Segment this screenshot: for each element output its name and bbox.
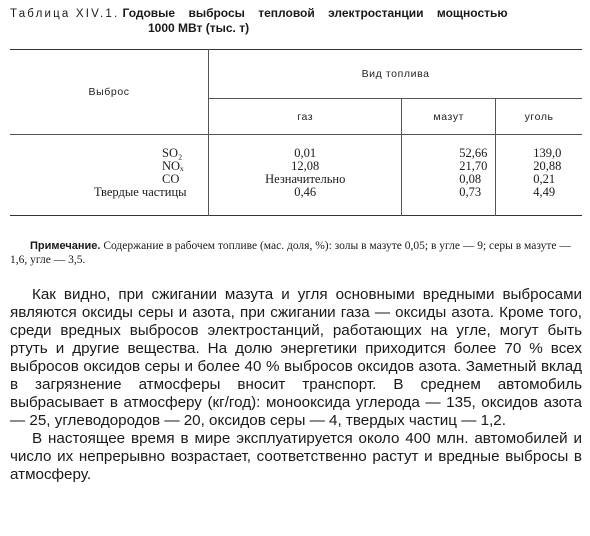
mazut-co: 0,08 [459, 172, 482, 186]
header-mazut: мазут [402, 99, 496, 135]
header-gas: газ [209, 99, 402, 135]
body-text [10, 286, 582, 484]
mazut-so2: 52,66 [459, 146, 488, 160]
emission-nox: NOₓ [162, 159, 184, 173]
mazut-values [402, 135, 496, 216]
gas-values [209, 135, 402, 216]
coal-so2: 139,0 [533, 146, 562, 160]
coal-particles: 4,49 [533, 185, 556, 199]
note-text: Содержание в рабочем топливе (мас. доля, %): золы в мазуте 0,05; в угле — 9; серы в мазуте — 1,6, угле — 3,5. [10, 240, 571, 266]
paragraph-1: Как видно, при сжигании мазута и угля основными вредными выбросами являются оксиды серы и азота, при сжигании газа — оксиды азота. Кроме того, среди вредных выбросов электростанций, работающих на угле, могут быть ртуть и другие вещества. На долю энергетики приходится более 70 % всех выбросов оксидов серы и более 40 % выбросов оксидов азота. Заметный вклад в загрязнение атмосферы вносит транспорт. В среднем автомобиль выбрасывает в атмосферу (кг/год): монооксида углерода — 135, оксидов азота — 25, углеводородов — 20, оксидов серы — 4, твердых частиц — 1,2. [10, 286, 582, 429]
emissions-table [10, 49, 582, 216]
header-fuel-type: Вид топлива [361, 68, 430, 80]
header-coal: уголь [496, 99, 582, 135]
emission-so2: SO₂ [162, 146, 183, 160]
emission-particles: Твердые частицы [94, 185, 187, 199]
mazut-nox: 21,70 [459, 159, 488, 173]
emission-names [10, 135, 209, 216]
document-page [10, 6, 582, 483]
coal-nox: 20,88 [533, 159, 562, 173]
note-label: Примечание. [30, 240, 101, 252]
gas-nox: 12,08 [291, 159, 320, 173]
mazut-particles: 0,73 [459, 185, 482, 199]
coal-co: 0,21 [533, 172, 556, 186]
table-label: Таблица XIV.1. [10, 8, 120, 20]
table-title-line-2: 1000 МВт (тыс. т) [148, 21, 250, 35]
paragraph-2: В настоящее время в мире эксплуатируется около 400 млн. автомобилей и число их непрерывно возрастает, соответственно растут и вредные выбросы в атмосферу. [10, 430, 582, 483]
table-caption [10, 6, 582, 35]
gas-particles: 0,46 [294, 185, 317, 199]
gas-so2: 0,01 [294, 146, 317, 160]
table-body-row [10, 135, 582, 216]
table-note [10, 240, 582, 267]
header-emission: Выброс [10, 50, 209, 135]
emission-co: CO [162, 172, 180, 186]
coal-values [496, 135, 582, 216]
table-title-line-1: Годовые выбросы тепловой электростанции мощностью [122, 6, 508, 20]
gas-co: Незначительно [265, 172, 346, 186]
